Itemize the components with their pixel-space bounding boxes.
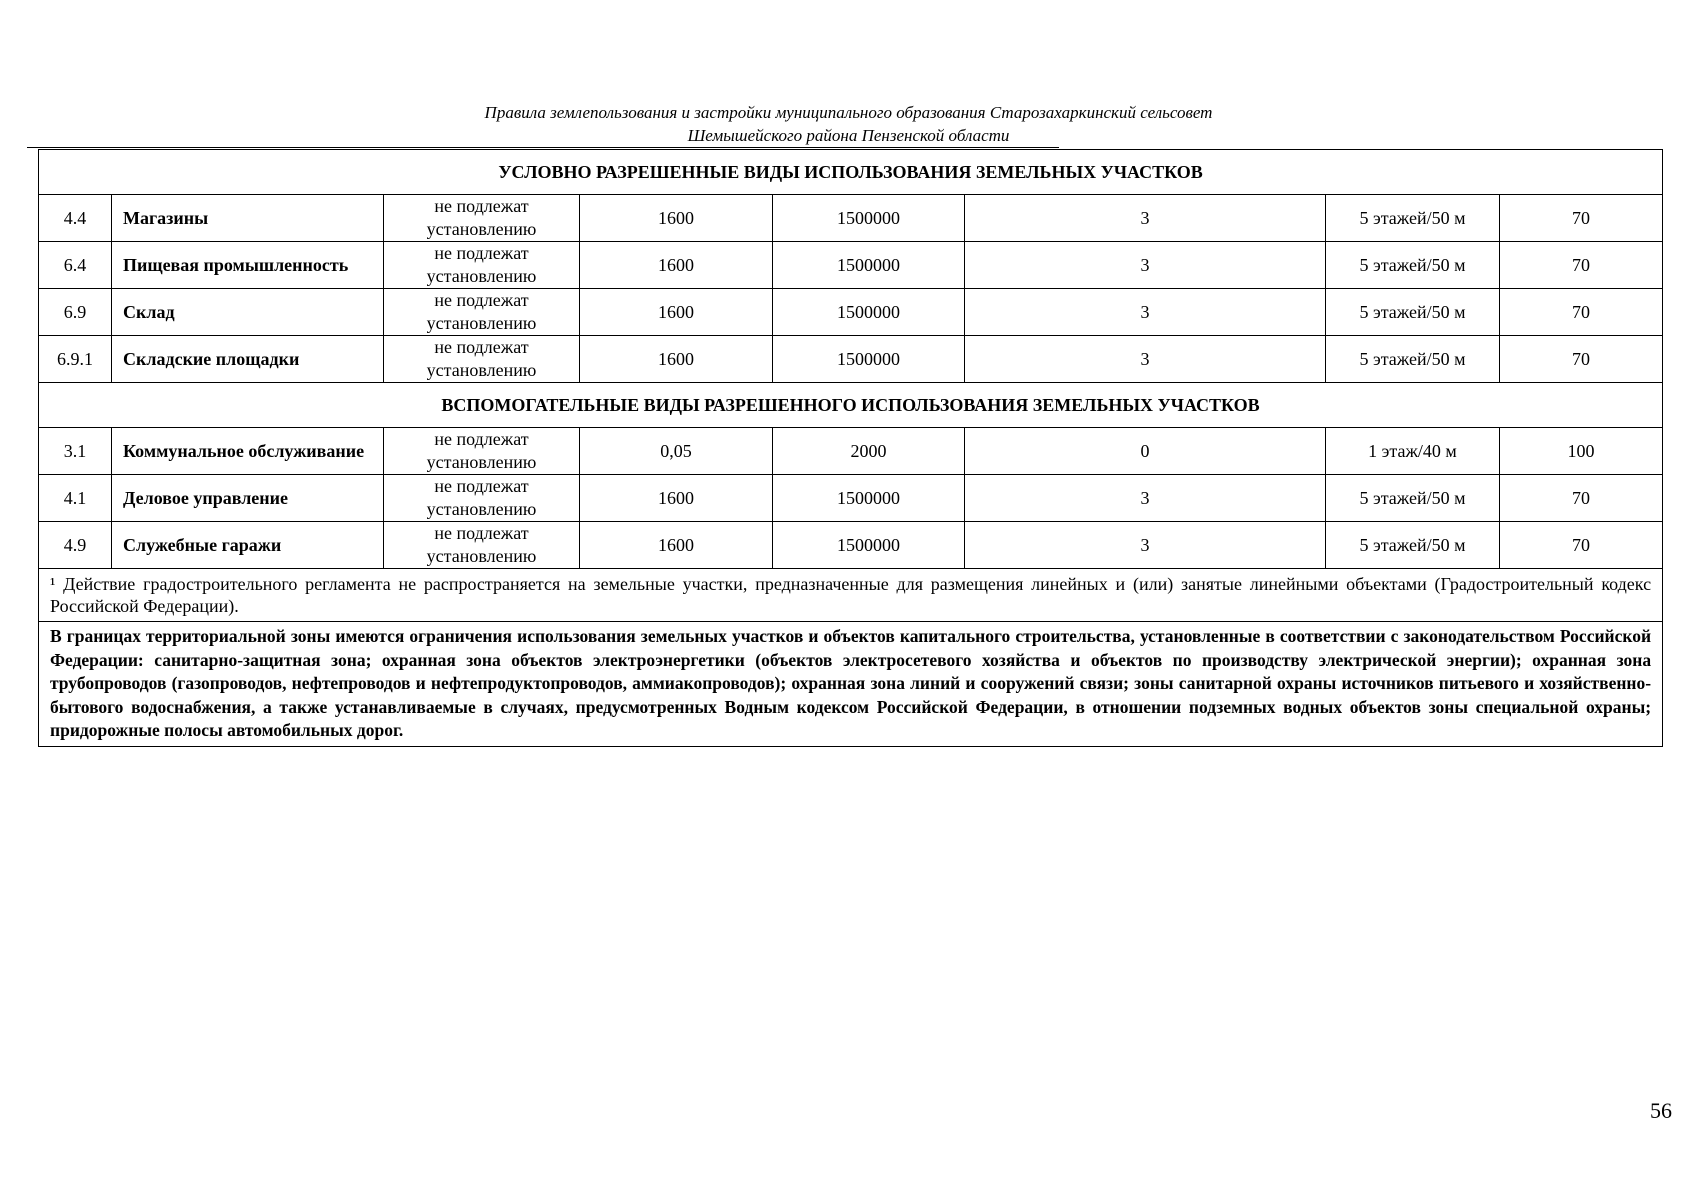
section-title-conditional: УСЛОВНО РАЗРЕШЕННЫЕ ВИДЫ ИСПОЛЬЗОВАНИЯ ЗЕМЕЛЬНЫХ УЧАСТКОВ bbox=[39, 150, 1663, 195]
setback-cell: 3 bbox=[965, 475, 1326, 522]
name-cell: Магазины bbox=[112, 195, 384, 242]
name-cell: Пищевая промышленность bbox=[112, 242, 384, 289]
max-area-cell: 1500000 bbox=[773, 195, 965, 242]
coverage-cell: 70 bbox=[1500, 242, 1663, 289]
coverage-cell: 70 bbox=[1500, 522, 1663, 569]
min-area-cell: 1600 bbox=[580, 522, 773, 569]
land-use-table bbox=[38, 149, 1663, 747]
height-cell: 1 этаж/40 м bbox=[1326, 428, 1500, 475]
min-area-cell: 0,05 bbox=[580, 428, 773, 475]
min-area-cell: 1600 bbox=[580, 336, 773, 383]
dimensions-cell: не подлежат установлению bbox=[384, 428, 580, 475]
code-cell: 4.1 bbox=[39, 475, 112, 522]
height-cell: 5 этажей/50 м bbox=[1326, 242, 1500, 289]
setback-cell: 0 bbox=[965, 428, 1326, 475]
section-title-auxiliary: ВСПОМОГАТЕЛЬНЫЕ ВИДЫ РАЗРЕШЕННОГО ИСПОЛЬЗОВАНИЯ ЗЕМЕЛЬНЫХ УЧАСТКОВ bbox=[39, 383, 1663, 428]
table-row bbox=[39, 195, 1663, 242]
footnote-row bbox=[39, 569, 1663, 622]
header-underline bbox=[27, 147, 1059, 148]
document-header bbox=[0, 101, 1697, 147]
coverage-cell: 70 bbox=[1500, 195, 1663, 242]
name-cell: Складские площадки bbox=[112, 336, 384, 383]
code-cell: 6.4 bbox=[39, 242, 112, 289]
max-area-cell: 2000 bbox=[773, 428, 965, 475]
min-area-cell: 1600 bbox=[580, 195, 773, 242]
name-cell: Склад bbox=[112, 289, 384, 336]
dimensions-cell: не подлежат установлению bbox=[384, 522, 580, 569]
max-area-cell: 1500000 bbox=[773, 289, 965, 336]
max-area-cell: 1500000 bbox=[773, 475, 965, 522]
max-area-cell: 1500000 bbox=[773, 242, 965, 289]
name-cell: Коммунальное обслуживание bbox=[112, 428, 384, 475]
dimensions-cell: не подлежат установлению bbox=[384, 195, 580, 242]
dimensions-cell: не подлежат установлению bbox=[384, 289, 580, 336]
setback-cell: 3 bbox=[965, 336, 1326, 383]
height-cell: 5 этажей/50 м bbox=[1326, 522, 1500, 569]
name-cell: Деловое управление bbox=[112, 475, 384, 522]
setback-cell: 3 bbox=[965, 242, 1326, 289]
restrictions-row bbox=[39, 622, 1663, 747]
code-cell: 4.9 bbox=[39, 522, 112, 569]
dimensions-cell: не подлежат установлению bbox=[384, 475, 580, 522]
table-row bbox=[39, 242, 1663, 289]
section-header-row bbox=[39, 383, 1663, 428]
header-line-2: Шемышейского района Пензенской области bbox=[687, 126, 1010, 145]
section-header-row bbox=[39, 150, 1663, 195]
code-cell: 3.1 bbox=[39, 428, 112, 475]
height-cell: 5 этажей/50 м bbox=[1326, 195, 1500, 242]
height-cell: 5 этажей/50 м bbox=[1326, 475, 1500, 522]
footnote-text: ¹ Действие градостроительного регламента не распространяется на земельные участки, предназначенные для размещения линейных и (или) занятые линейными объектами (Градостроительный кодекс Российской Федерации). bbox=[39, 569, 1663, 622]
code-cell: 4.4 bbox=[39, 195, 112, 242]
restrictions-text: В границах территориальной зоны имеются ограничения использования земельных участков и объектов капитального строительства, установленные в соответствии с законодательством Российской Федерации: санитарно-защитная зона; охранная зона объектов электроэнергетики (объектов электросетевого хозяйства и объектов по производству электрической энергии); охранная зона трубопроводов (газопроводов, нефтепроводов и нефтепродуктопроводов, аммиакопроводов); охранная зона линий и сооружений связи; зоны санитарной охраны источников питьевого и хозяйственно-бытового водоснабжения, а также устанавливаемые в случаях, предусмотренных Водным кодексом Российской Федерации, в отношении подземных водных объектов зоны специальной охраны; придорожные полосы автомобильных дорог. bbox=[39, 622, 1663, 747]
table-row bbox=[39, 522, 1663, 569]
table-row bbox=[39, 428, 1663, 475]
min-area-cell: 1600 bbox=[580, 289, 773, 336]
table-row bbox=[39, 289, 1663, 336]
coverage-cell: 100 bbox=[1500, 428, 1663, 475]
coverage-cell: 70 bbox=[1500, 475, 1663, 522]
setback-cell: 3 bbox=[965, 289, 1326, 336]
max-area-cell: 1500000 bbox=[773, 522, 965, 569]
min-area-cell: 1600 bbox=[580, 475, 773, 522]
dimensions-cell: не подлежат установлению bbox=[384, 242, 580, 289]
table-body bbox=[39, 150, 1663, 747]
table-row bbox=[39, 336, 1663, 383]
name-cell: Служебные гаражи bbox=[112, 522, 384, 569]
min-area-cell: 1600 bbox=[580, 242, 773, 289]
code-cell: 6.9 bbox=[39, 289, 112, 336]
dimensions-cell: не подлежат установлению bbox=[384, 336, 580, 383]
max-area-cell: 1500000 bbox=[773, 336, 965, 383]
page-number: 56 bbox=[1650, 1098, 1672, 1123]
header-line-1: Правила землепользования и застройки муниципального образования Старозахаркинский сельсовет bbox=[484, 103, 1213, 122]
height-cell: 5 этажей/50 м bbox=[1326, 289, 1500, 336]
setback-cell: 3 bbox=[965, 522, 1326, 569]
coverage-cell: 70 bbox=[1500, 336, 1663, 383]
setback-cell: 3 bbox=[965, 195, 1326, 242]
table-row bbox=[39, 475, 1663, 522]
code-cell: 6.9.1 bbox=[39, 336, 112, 383]
height-cell: 5 этажей/50 м bbox=[1326, 336, 1500, 383]
coverage-cell: 70 bbox=[1500, 289, 1663, 336]
